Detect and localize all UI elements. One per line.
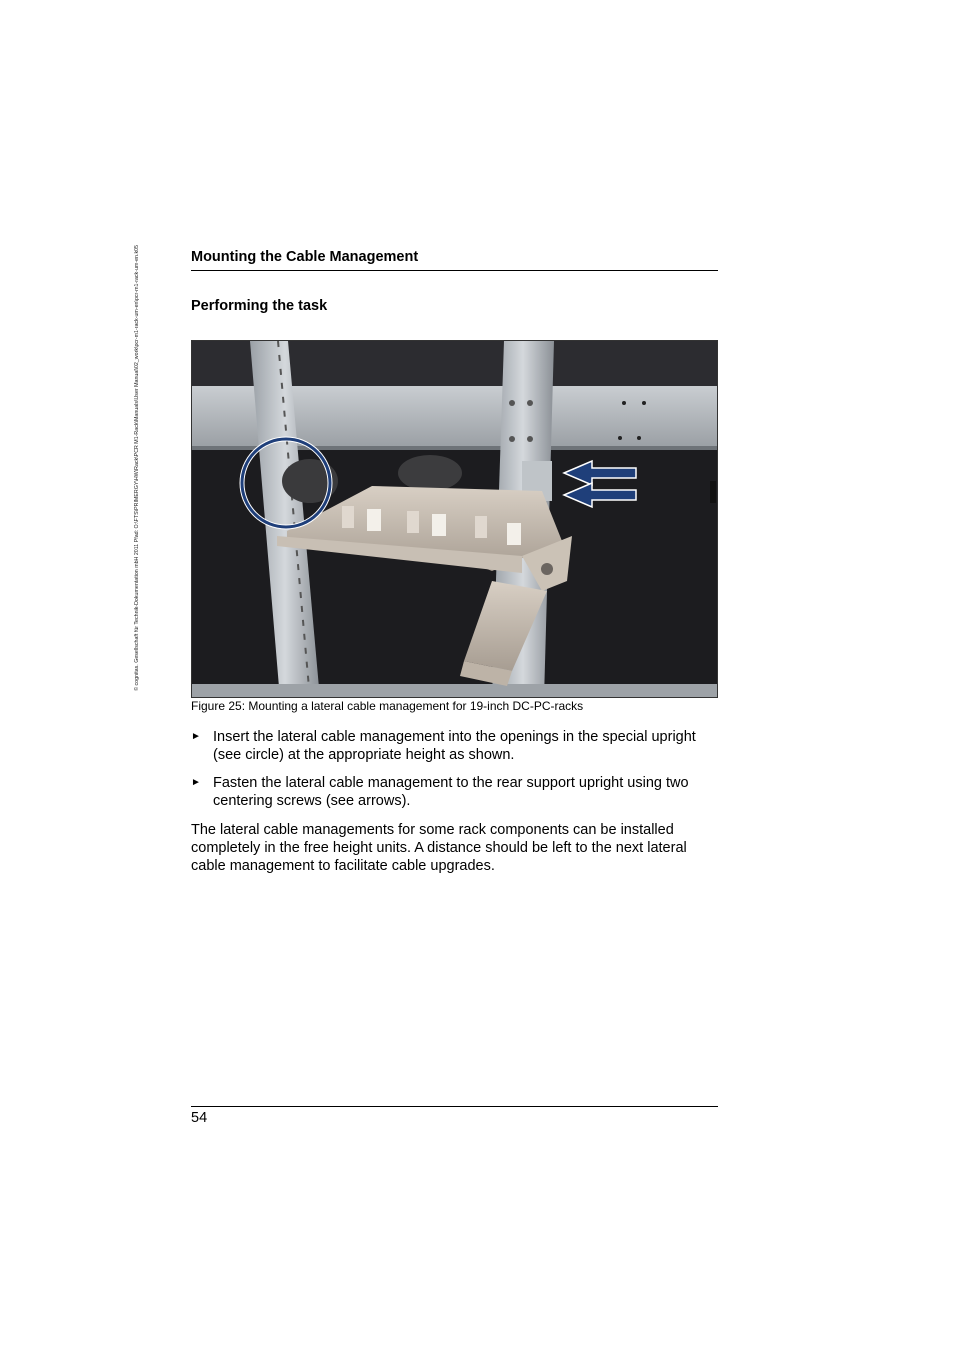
subsection-title: Performing the task — [191, 298, 328, 314]
bullet-marker-icon: ► — [191, 731, 201, 742]
footer-rule — [191, 1106, 718, 1107]
step-item — [191, 728, 721, 764]
figure-caption: Figure 25: Mounting a lateral cable management for 19-inch DC-PC-racks — [191, 699, 584, 713]
body-paragraph: The lateral cable managements for some rack components can be installed completely in the free height units. A distance should be left to the next lateral cable management to facilitate cable upgrades. — [191, 822, 687, 874]
step-text: Insert the lateral cable management into the openings in the special upright (see circle) at the appropriate height as shown. — [213, 729, 696, 763]
page-number: 54 — [191, 1110, 208, 1126]
step-item — [191, 774, 721, 810]
section-title: Mounting the Cable Management — [191, 249, 419, 265]
bullet-marker-icon: ► — [191, 777, 201, 788]
side-note — [122, 245, 140, 765]
rack-photo-illustration — [192, 341, 718, 698]
side-note-text: © cognitas. Gesellschaft für Technik-Dokumentation mbH 2011 Pfad: O:\FTS\PRIMERGY\HW\Rack\PCR M1-Rack\Manuals\User Manual\02_work\pcr-m1-rack-um-en\pcr-m1-rack-um-en.k05 — [134, 245, 140, 691]
header-rule — [191, 270, 718, 271]
step-text: Fasten the lateral cable management to the rear support upright using two centering screws (see arrows). — [213, 775, 689, 809]
figure-photo — [191, 340, 718, 698]
